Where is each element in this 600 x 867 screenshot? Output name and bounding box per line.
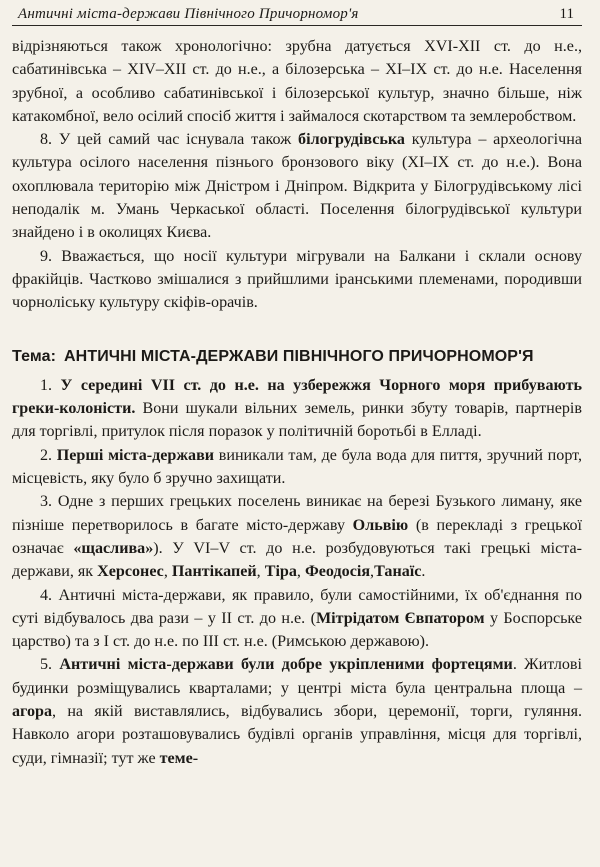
topic-paragraph-5 xyxy=(12,653,582,769)
t1-a: 1. xyxy=(40,376,61,394)
p8-text-c: культура – археологічна культура осілого населення пізнього бронзового віку (XI–IX ст. до н.е.). Вона охоплювала територію між Дністром і Дніпром. Відкрита у Білогрудівському лісі неподалік м. Умань Черкаської області. Поселення білогрудівської культури знайдено і в околицях Києва. xyxy=(12,131,582,242)
t1-c: Вони шукали вільних земель, ринки збуту товарів, партнерів для торгівлі, притулок після поразок у політичній боротьбі в Елладі. xyxy=(12,400,582,441)
running-head xyxy=(12,0,582,26)
t4-c: у Боспорське царство) та з I ст. до н.е. по III ст. н.е. (Римською державою). xyxy=(12,609,582,651)
t5-f: теме- xyxy=(159,749,199,767)
t5-c: . Житлові будинки розміщувались кварталами; у центрі міста була центральна площа – xyxy=(12,656,582,697)
t1-bold: У середині VII ст. до н.е. на узбережжя Чорного моря прибувають греки-колоністи. xyxy=(12,376,582,418)
t3-tyras: Тіра xyxy=(264,563,297,581)
t3-k: , xyxy=(296,563,305,581)
t3-happy: «щаслива» xyxy=(73,539,154,557)
topic-label: Тема: xyxy=(12,347,57,365)
p8-text-a: 8. У цей самий час існувала також xyxy=(40,131,299,149)
page-body xyxy=(12,26,582,770)
topic-paragraph-1 xyxy=(12,374,582,444)
paragraph-continued: відрізняються також хронологічно: зрубна датується XVI-XII ст. до н.е., сабатинівська – XIV–XII ст. до н.е., а білозерська – XI–IX ст. до н.е. Населення зрубної, а особливо сабатинівської і білозерської культур, значно більше, ніж катакомбної, вело осілий спосіб життя і займалося скотарством та землеробством. xyxy=(12,38,582,125)
t3-m: , xyxy=(370,563,375,581)
topic-paragraph-4 xyxy=(12,584,582,654)
t5-agora: агора xyxy=(12,703,52,721)
paragraph-8 xyxy=(12,128,582,244)
t4-a: 4. Античні міста-держави, як правило, були самостійними, їх об'єднання по суті відбувалось два рази – у II ст. до н.е. ( xyxy=(12,586,582,627)
t5-e: , на якій виставлялись, відбувались збори, церемонії, торги, гуляння. Навколо агори розташовувались будівлі органів управління, місця для торгівлі, суди, гімназії; тут же xyxy=(12,703,582,767)
t3-i: , xyxy=(256,563,265,581)
running-title: Античні міста-держави Північного Причорномор'я xyxy=(18,6,359,22)
t5-bold: Античні міста-держави були добре укріпленими фортецями xyxy=(59,656,513,674)
t3-e: ). У VI–V ст. до н.е. розбудовуються такі грецькі міста-держави, як xyxy=(12,539,582,581)
t2-bold: Перші міста-держави xyxy=(56,446,215,464)
t5-a: 5. xyxy=(40,656,60,674)
t4-bold: Мітрідатом Євпатором xyxy=(315,609,485,627)
t3-g: , xyxy=(163,563,172,581)
topic-heading xyxy=(12,345,582,368)
t3-tanais: Танаїс xyxy=(374,563,422,581)
t3-a: 3. Одне з перших грецьких поселень виникає на березі Бузького лиману, яке пізніше перетворилось в багате місто-державу xyxy=(12,493,582,534)
t3-o: . xyxy=(421,563,426,581)
t2-c: виникали там, де була вода для пиття, зручний порт, місцевість, яку було б зручно захищати. xyxy=(12,446,582,488)
topic-paragraph-3 xyxy=(12,490,582,583)
t2-a: 2. xyxy=(40,446,57,464)
p8-bold-term: білогрудівська xyxy=(298,131,405,149)
topic-paragraph-2 xyxy=(12,444,582,491)
page-number: 11 xyxy=(559,6,574,22)
t3-olbia: Ольвію xyxy=(352,516,409,534)
t3-c: (в перекладі з грецької означає xyxy=(12,516,582,557)
t3-theodosia: Феодосія xyxy=(304,563,371,581)
paragraph-9: 9. Вважається, що носії культури мігрували на Балкани і склали основу фракійців. Частково змішалися з прийшлими іранськими племенами, породивши чорноліську культуру скіфів-орачів. xyxy=(12,247,582,312)
t3-chersonesos: Херсонес xyxy=(97,563,164,581)
topic-title: АНТИЧНІ МІСТА-ДЕРЖАВИ ПІВНІЧНОГО ПРИЧОРНОМОР'Я xyxy=(64,347,534,365)
t3-panticapaeum: Пантікапей xyxy=(171,563,257,581)
